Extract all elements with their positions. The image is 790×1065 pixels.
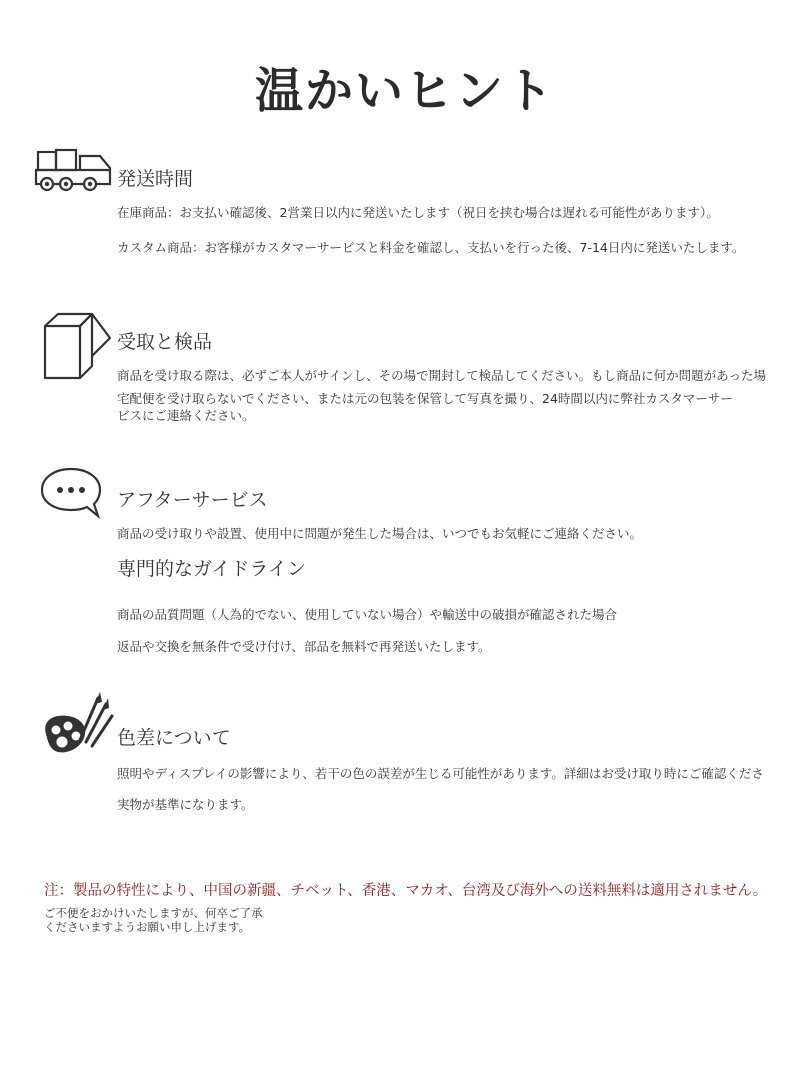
palette-icon — [40, 690, 116, 760]
receiving-line-1: 商品を受け取る際は、必ずご本人がサインし、その場で開封して検品してください。もし商品に何か問題があった場 — [117, 368, 767, 383]
shipping-line-1: 在庫商品：お支払い確認後、2営業日以内に発送いたします（祝日を挟む場合は遅れる可能性があります）。 — [117, 205, 719, 220]
color-line-2: 実物が基準になります。 — [117, 797, 254, 812]
after-service-line-1: 商品の受け取りや設置、使用中に問題が発生した場合は、いつでもお気軽にご連絡ください。 — [117, 526, 643, 541]
shipping-restriction-note: 注：製品の特性により、中国の新疆、チベット、香港、マカオ、台湾及び海外への送料無料は適用されません。 — [44, 883, 768, 899]
section-heading-shipping: 発送時間 — [117, 168, 194, 190]
section-heading-receiving: 受取と検品 — [117, 331, 213, 353]
receiving-line-2: 宅配便を受け取らないでください、または元の包装を保管して写真を撮り、24時間以内に弊社カスタマーサー — [117, 391, 733, 406]
apology-line-1: ご不便をおかけいたしますが、何卒ご了承 — [44, 906, 263, 920]
box-icon — [40, 312, 114, 382]
shipping-line-2: カスタム商品：お客様がカスタマーサービスと料金を確認し、支払いを行った後、7-14日内に発送いたします。 — [117, 240, 745, 255]
section-heading-after-service: アフターサービス — [117, 489, 268, 511]
apology-line-2: くださいますようお願い申し上げます。 — [44, 920, 251, 934]
guidelines-line-2: 返品や交換を無条件で受け付け、部品を無料で再発送いたします。 — [117, 639, 491, 654]
truck-icon — [34, 148, 114, 194]
receiving-line-3: ビスにご連絡ください。 — [117, 408, 255, 423]
section-subheading-guidelines: 専門的なガイドライン — [117, 558, 306, 580]
chat-bubble-icon — [38, 466, 104, 520]
guidelines-line-1: 商品の品質問題（人為的でない、使用していない場合）や輸送中の破損が確認された場合 — [117, 607, 618, 622]
section-heading-color: 色差について — [117, 727, 231, 749]
color-line-1: 照明やディスプレイの影響により、若干の色の誤差が生じる可能性があります。詳細はお受け取り時にご確認くださ — [117, 766, 764, 781]
page-title: 温かいヒント — [254, 63, 555, 119]
